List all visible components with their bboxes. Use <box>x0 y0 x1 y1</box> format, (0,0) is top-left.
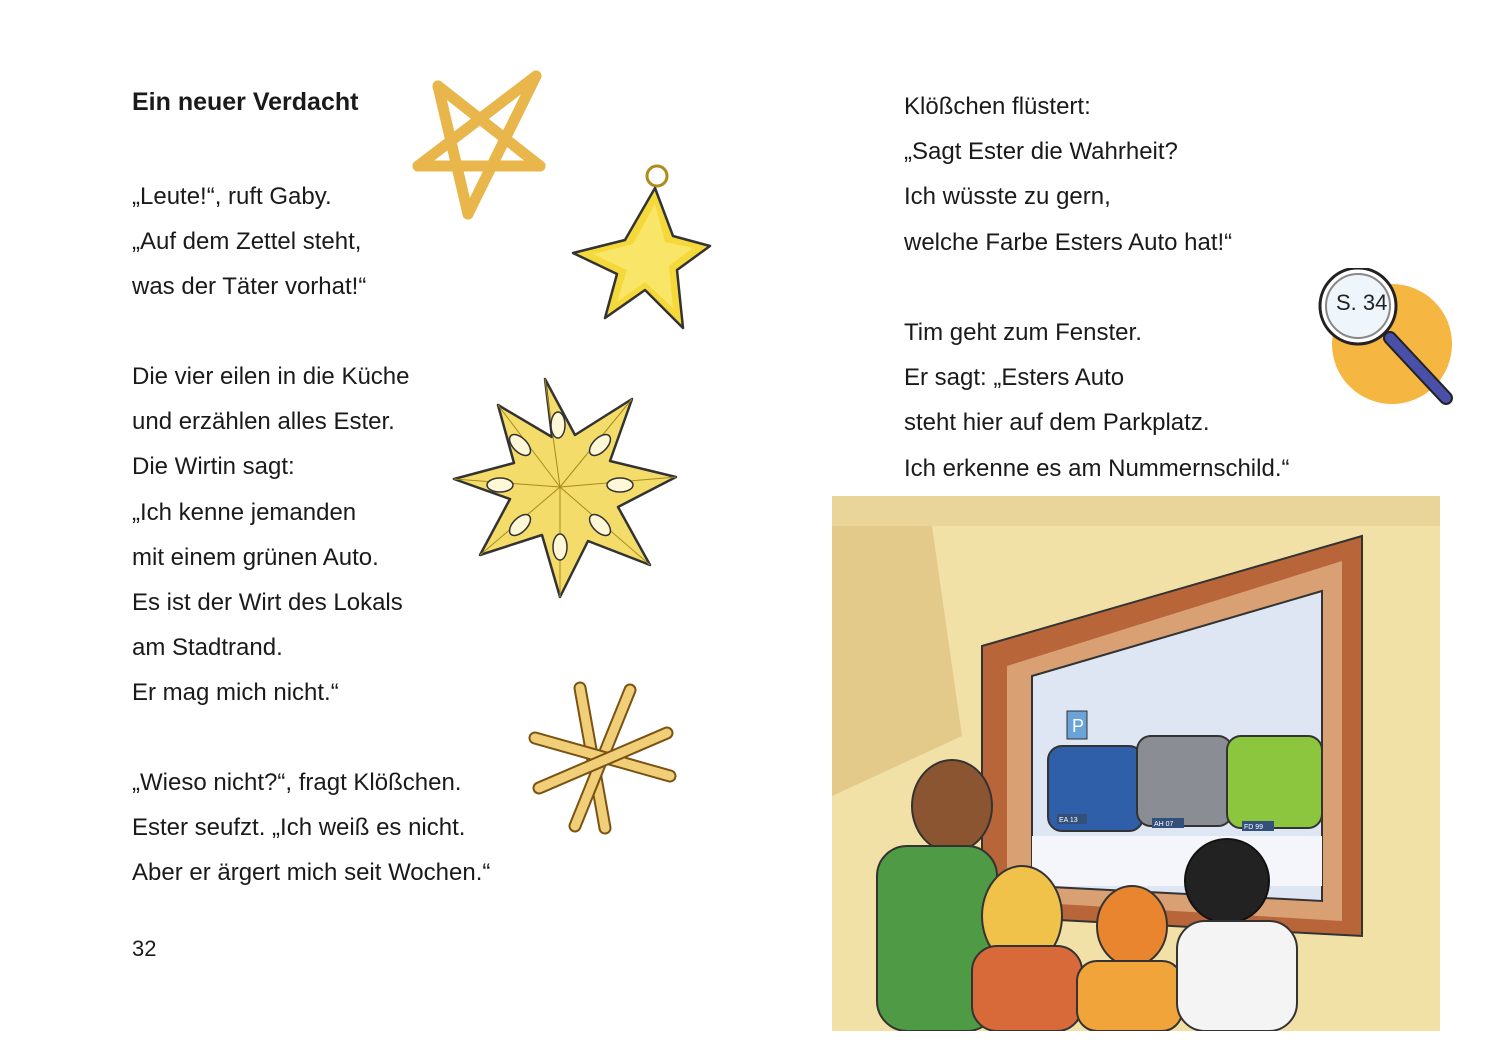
plate-1: EA 13 <box>1059 817 1078 824</box>
text-line: „Ich kenne jemanden <box>132 498 357 526</box>
plate-2: AH 07 <box>1154 821 1174 828</box>
badge-label: S. 34 <box>1336 290 1388 315</box>
paper-star-icon <box>450 375 680 600</box>
text-line: „Sagt Ester die Wahrheit? <box>904 138 1178 166</box>
text-line: Klößchen flüstert: <box>904 93 1091 120</box>
paragraph-5 <box>904 310 1289 491</box>
text-line: Ester seufzt. „Ich weiß es nicht. <box>132 814 466 842</box>
text-line: was der Täter vorhat!“ <box>132 273 367 301</box>
text-line: Er sagt: „Esters Auto <box>904 364 1125 392</box>
text-line: Tim geht zum Fenster. <box>904 319 1142 346</box>
text-line: „Wieso nicht?“, fragt Klößchen. <box>132 769 462 796</box>
chapter-title: Ein neuer Verdacht <box>132 88 359 116</box>
text-line: Aber er ärgert mich seit Wochen.“ <box>132 859 491 887</box>
yellow-star-ornament-icon <box>565 158 715 338</box>
paragraph-4 <box>904 84 1232 265</box>
plate-3: FD 99 <box>1244 824 1264 831</box>
page-reference-badge[interactable] <box>1310 268 1460 408</box>
text-line: und erzählen alles Ester. <box>132 408 395 436</box>
children-at-window-image <box>832 496 1440 1031</box>
text-line: Ich erkenne es am Nummernschild.“ <box>904 454 1290 482</box>
paragraph-1 <box>132 174 366 310</box>
right-page <box>750 0 1500 1059</box>
paragraph-2 <box>132 354 410 716</box>
straw-star-icon <box>525 678 680 838</box>
text-line: steht hier auf dem Parkplatz. <box>904 409 1210 437</box>
text-line: „Auf dem Zettel steht, <box>132 228 362 256</box>
text-line: Die vier eilen in die Küche <box>132 363 410 390</box>
text-line: am Stadtrand. <box>132 634 283 662</box>
magnifier-icon <box>1310 268 1460 408</box>
window-illustration <box>832 496 1440 1031</box>
text-line: Es ist der Wirt des Lokals <box>132 589 403 617</box>
text-line: welche Farbe Esters Auto hat!“ <box>904 228 1233 256</box>
text-line: mit einem grünen Auto. <box>132 543 379 571</box>
parking-sign: P <box>1072 716 1085 736</box>
wooden-star-icon <box>408 70 548 220</box>
text-line: Die Wirtin sagt: <box>132 453 295 481</box>
text-line: „Leute!“, ruft Gaby. <box>132 183 332 210</box>
text-line: Ich wüsste zu gern, <box>904 183 1111 211</box>
text-line: Er mag mich nicht.“ <box>132 679 339 707</box>
paragraph-3 <box>132 760 490 896</box>
page-number: 32 <box>132 936 157 961</box>
